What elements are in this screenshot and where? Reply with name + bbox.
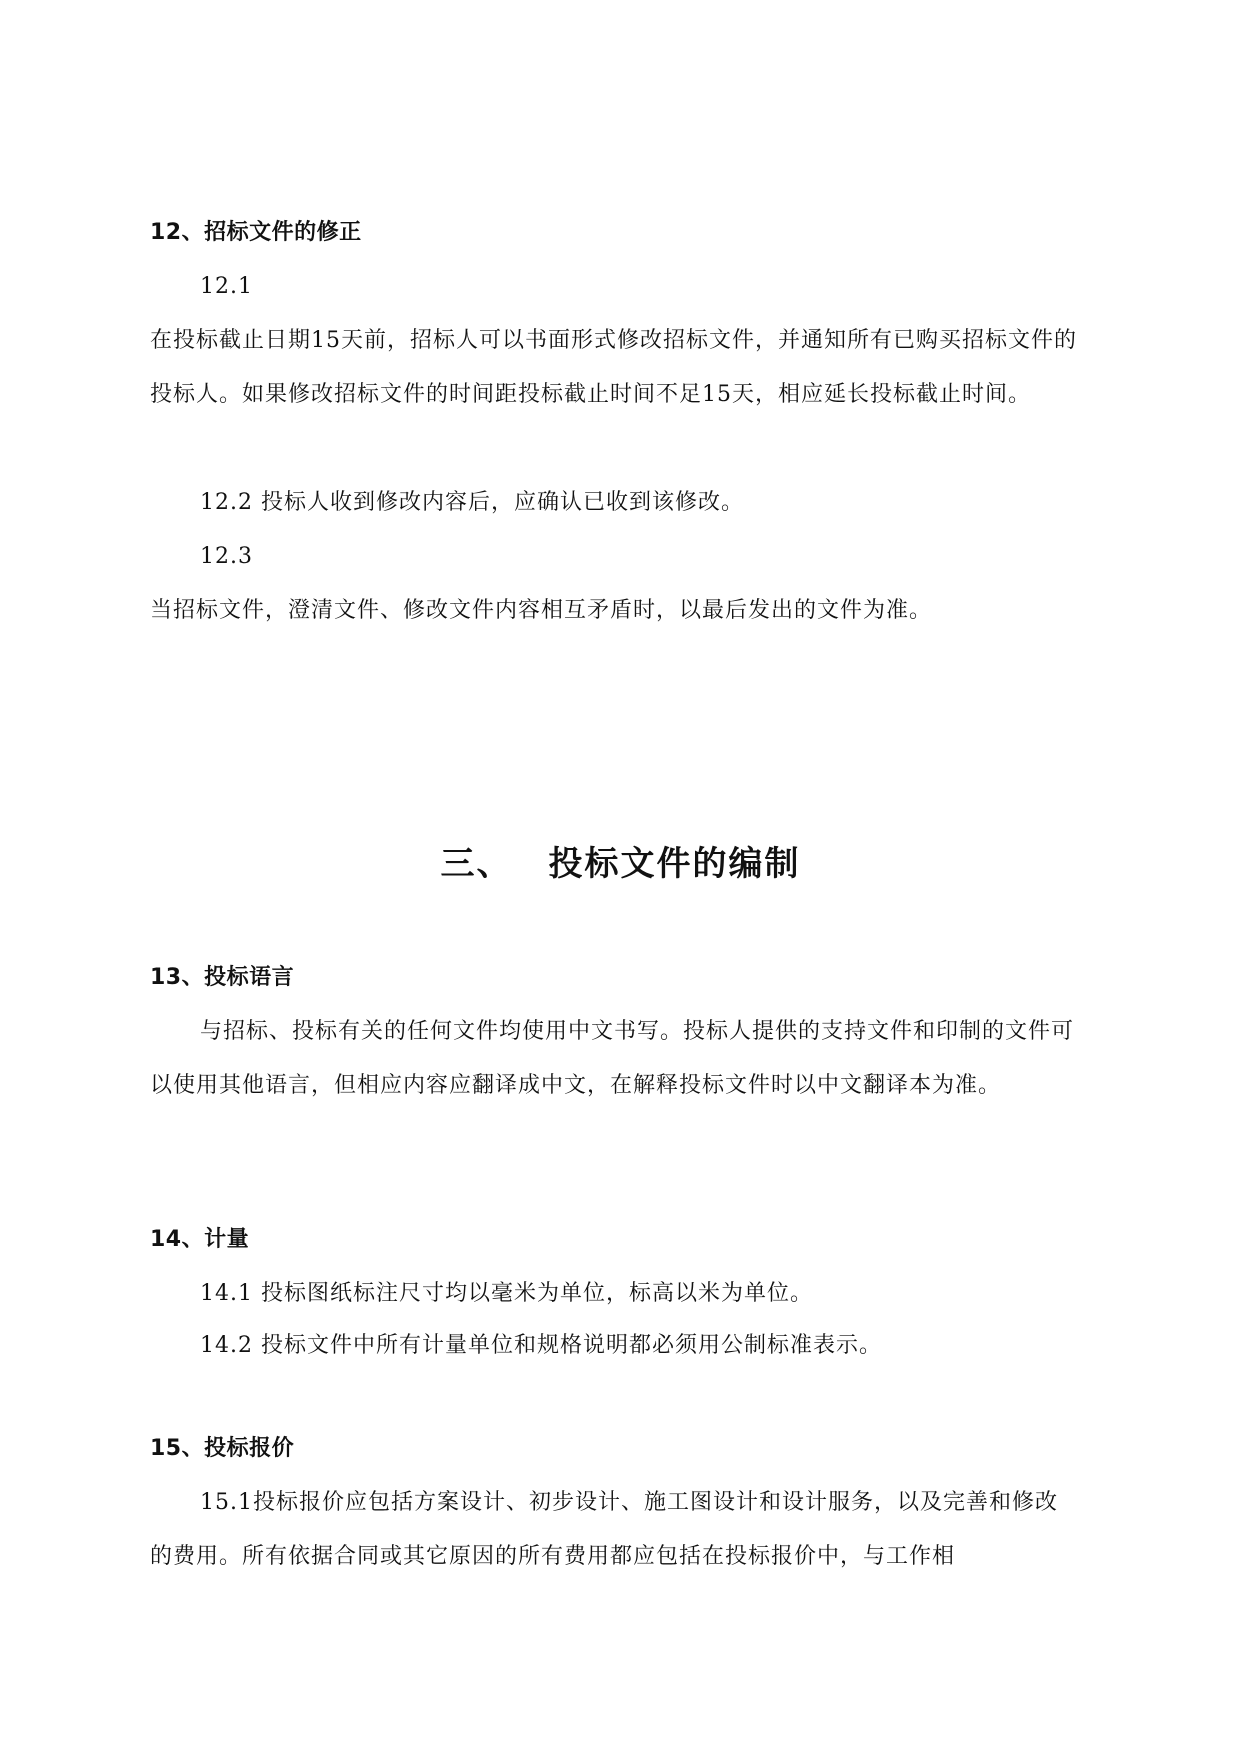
section-14-heading: 14、计量 [150,1227,250,1252]
clause-12-1-number: 12.1 [200,274,253,299]
section-13-heading: 13、投标语言 [150,965,295,990]
clause-12-3-text: 当招标文件，澄清文件、修改文件内容相互矛盾时，以最后发出的文件为准。 [150,598,933,623]
chapter-heading [0,842,1241,886]
clause-12-1-text: 在投标截止日期15天前，招标人可以书面形式修改招标文件，并通知所有已购买招标文件的投标人。如果修改招标文件的时间距投标截止时间不足15天，相应延长投标截止时间。 [150,328,1077,407]
clause-12-3-number: 12.3 [200,544,253,569]
clause-14-2: 14.2 投标文件中所有计量单位和规格说明都必须用公制标准表示。 [200,1333,882,1358]
chapter-title: 投标文件的编制 [548,844,801,884]
clause-15-1: 15.1投标报价应包括方案设计、初步设计、施工图设计和设计服务，以及完善和修改的费用。所有依据合同或其它原因的所有费用都应包括在投标报价中，与工作相 [150,1490,1058,1569]
section-12-heading: 12、招标文件的修正 [150,220,362,245]
chapter-number: 三、 [440,844,513,884]
clause-14-1: 14.1 投标图纸标注尺寸均以毫米为单位，标高以米为单位。 [200,1281,813,1306]
clause-13-text: 与招标、投标有关的任何文件均使用中文书写。投标人提供的支持文件和印制的文件可以使用其他语言，但相应内容应翻译成中文，在解释投标文件时以中文翻译本为准。 [150,1019,1075,1098]
section-15-heading: 15、投标报价 [150,1436,295,1461]
clause-12-2: 12.2 投标人收到修改内容后，应确认已收到该修改。 [200,490,744,515]
